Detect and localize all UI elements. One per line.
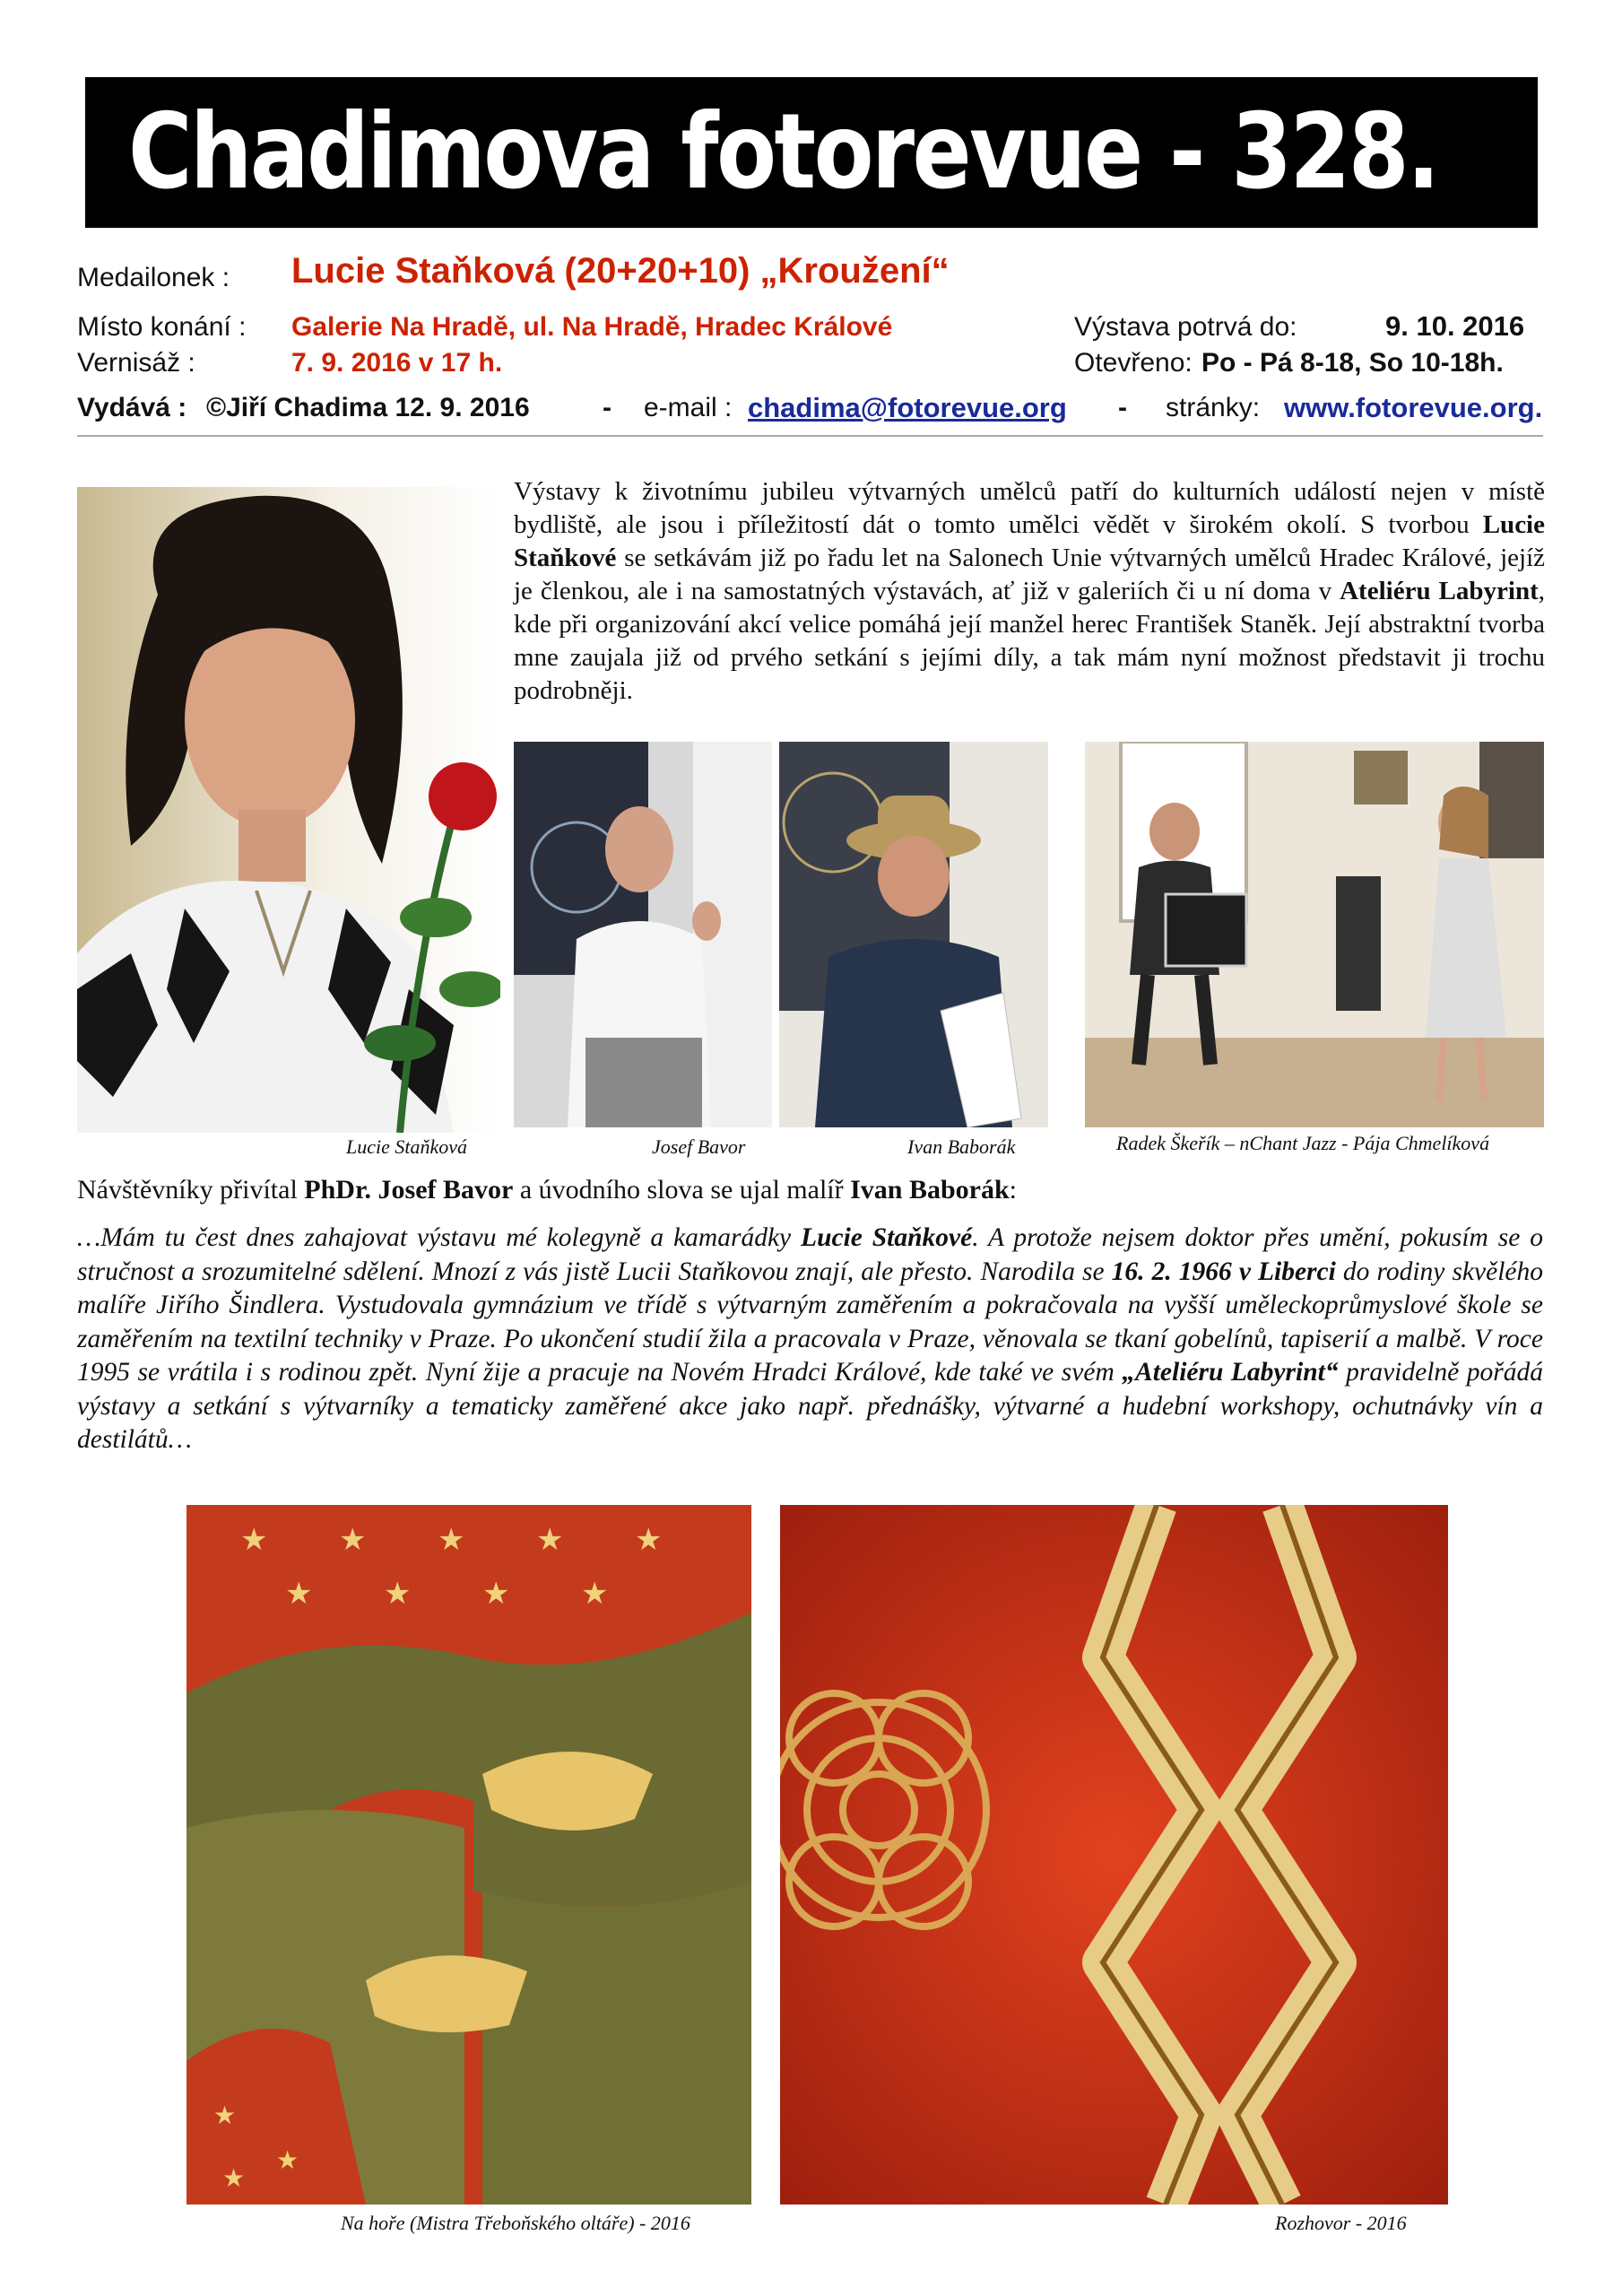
photo-drawing-josef [514,742,772,1127]
photo-drawing-ivan [779,742,1048,1127]
svg-text:★: ★ [536,1522,564,1558]
caption-artwork-rozhovor: Rozhovor - 2016 [1275,2212,1407,2234]
website-link[interactable]: www.fotorevue.org. [1284,392,1543,423]
portrait-drawing [77,487,500,1133]
header-divider [77,435,1543,437]
vystava-label: Výstava potrvá do: [1074,312,1297,342]
svg-text:★: ★ [222,2163,246,2193]
page-title: Chadimova fotorevue - 328. [128,91,1438,213]
vernisaz-value: 7. 9. 2016 v 17 h. [291,348,503,378]
misto-label: Místo konání : [77,312,247,342]
portrait-photo-lucie [77,487,500,1133]
svg-text:★: ★ [384,1576,412,1612]
vydava-label: Vydává : [77,393,187,422]
svg-text:★: ★ [276,2145,299,2175]
medailonek-label: Medailonek : [77,263,230,292]
svg-text:★: ★ [438,1522,465,1558]
artwork-drawing-rozhovor [780,1505,1448,2205]
vystava-value: 9. 10. 2016 [1385,310,1525,342]
svg-text:★: ★ [581,1576,609,1612]
svg-text:★: ★ [339,1522,367,1558]
svg-text:★: ★ [213,2100,237,2130]
email-link[interactable]: chadima@fotorevue.org [748,392,1067,423]
artist-name: Lucie Staňkové [514,510,1545,572]
caption-josef: Josef Bavor [652,1135,746,1158]
caption-band: Radek Škeřík – nChant Jazz - Pája Chmelíková [1116,1132,1490,1154]
photo-josef-bavor [514,742,772,1127]
stranky-label: stránky: [1166,393,1261,422]
atelier-name: Ateliéru Labyrint [1340,577,1539,605]
svg-text:★: ★ [482,1576,510,1612]
photo-band [1085,742,1544,1127]
otevreno-label: Otevřeno: [1074,348,1193,378]
medailonek-value: Lucie Staňková (20+20+10) „Kroužení“ [291,251,950,291]
misto-value: Galerie Na Hradě, ul. Na Hradě, Hradec Králové [291,312,893,342]
artwork-drawing-na-hore [186,1505,751,2205]
caption-lucie: Lucie Staňková [346,1135,468,1158]
speech-paragraph: …Mám tu čest dnes zahajovat výstavu mé kolegyně a kamarádky Lucie Staňkové. A protože nejsem doktor přes umění, pokusím se o stručnost a srozumitelné sdělení. Mnozí z vás jistě Lucii Staňkovou znají, ale přesto. Narodila se 16. 2. 1966 v Liberci do rodiny skvělého malíře Jiřího Šindlera. Vystudovala gymnázium ve třídě s výtvarným zaměřením a pokračovala na vyšší uměleckoprůmyslové škole se zaměřením na textilní techniky v Praze. Po ukončení studií žila a pracovala v Praze, věnovala se tkaní gobelínů, tapiserií a malbě. V roce 1995 se vrátila i s rodinou zpět. Nyní žije a pracuje na Novém Hradci Králové, kde také ve svém „Ateliéru Labyrint“ pravidelně pořádá výstavy a setkání s výtvarníky a tematicky zaměřené akce jako např. přednášky, výtvarné a hudební workshopy, ochutnávky vín a destilátů… [77,1223,1543,1454]
artwork-rozhovor [780,1505,1448,2205]
separator-dash: - [603,393,612,422]
artwork-na-hore [186,1505,751,2205]
svg-text:★: ★ [240,1522,268,1558]
photo-ivan-baborak [779,742,1048,1127]
intro-paragraph: Výstavy k životnímu jubileu výtvarných umělců patří do kulturních událostí nejen v místě bydliště, ale jsou i příležitostí dát o tomto umělci vědět v širokém okolí. S tvorbou Lucie Staňkové se setkávám již po řadu let na Salonech Unie výtvarných umělců Hradec Králové, jejíž je členkou, ale i na samostatných výstavách, ať již v galeriích či u ní doma v Ateliéru Labyrint, kde při organizování akcí velice pomáhá její manžel herec František Staněk. Její abstraktní tvorba mne zaujala již od prvého setkání s jejími díly, a tak mám nyní možnost představit ji trochu podrobněji. [514,477,1545,705]
otevreno-value: Po - Pá 8-18, So 10-18h. [1201,348,1504,378]
svg-text:★: ★ [635,1522,663,1558]
vernisaz-label: Vernisáž : [77,348,195,378]
photo-drawing-band [1085,742,1544,1127]
welcome-line: Návštěvníky přivítal PhDr. Josef Bavor a úvodního slova se ujal malíř Ivan Baborák: [77,1175,1018,1205]
email-label: e-mail : [644,393,733,422]
vydava-value: ©Jiří Chadima 12. 9. 2016 [206,393,530,422]
separator-dash: - [1118,393,1127,422]
title-banner [85,77,1538,228]
caption-artwork-na-hore: Na hoře (Mistra Třeboňského oltáře) - 2016 [341,2212,690,2234]
caption-ivan: Ivan Baborák [907,1135,1016,1158]
svg-text:★: ★ [285,1576,313,1612]
